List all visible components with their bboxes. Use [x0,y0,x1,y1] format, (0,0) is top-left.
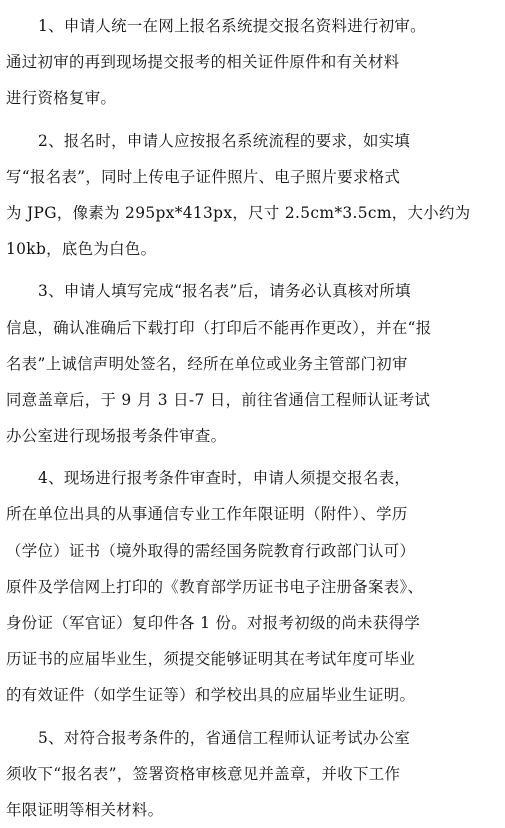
paragraph-line: 1、申请人统一在网上报名系统提交报名资料进行初审。 [38,17,426,35]
paragraph-line: 信息，确认准确后下载打印（打印后不能再作更改），并在“报 [6,318,432,337]
paragraph-line: （学位）证书（境外取得的需经国务院教育行政部门认可） [6,541,416,560]
paragraph-line: 为 JPG，像素为 295px*413px，尺寸 2.5cm*3.5cm，大小约为 [6,203,471,222]
paragraph-line: 名表”上诚信声明处签名，经所在单位或业务主管部门初审 [6,354,408,373]
paragraph-line: 写“报名表”，同时上传电子证件照片、电子照片要求格式 [6,167,401,186]
paragraph-line: 办公室进行现场报考条件审查。 [6,427,227,446]
paragraph-line: 2、报名时，申请人应按报名系统流程的要求，如实填 [38,131,411,150]
paragraph-line: 的有效证件（如学生证等）和学校出具的应届毕业生证明。 [6,686,416,705]
paragraph-line: 须收下“报名表”，签署资格审核意见并盖章，并收下工作 [6,764,401,783]
paragraph-3 [6,273,491,454]
paragraph-line: 同意盖章后，于 9 月 3 日-7 日，前往省通信工程师认证考试 [6,390,431,409]
paragraph-line: 3、申请人填写完成“报名表”后，请务必认真核对所填 [38,282,411,301]
paragraph-4 [6,460,491,713]
paragraph-5 [6,720,491,828]
paragraph-line: 进行资格复审。 [6,89,117,108]
paragraph-line: 历证书的应届毕业生，须提交能够证明其在考试年度可毕业 [6,650,416,669]
paragraph-line: 所在单位出具的从事通信专业工作年限证明（附件）、学历 [6,505,408,524]
paragraph-line: 4、现场进行报考条件审查时，申请人须提交报名表， [38,469,411,488]
paragraph-1 [6,8,491,117]
paragraph-2 [6,123,491,268]
paragraph-line: 5、对符合报考条件的，省通信工程师认证考试办公室 [38,728,411,747]
paragraph-line: 10kb，底色为白色。 [6,240,157,259]
paragraph-line: 身份证（军官证）复印件各 1 份。对报考初级的尚未获得学 [6,614,421,632]
paragraph-line: 通过初审的再到现场提交报考的相关证件原件和有关材料 [6,53,400,72]
paragraph-line: 年限证明等相关材料。 [6,800,164,819]
paragraph-line: 原件及学信网上打印的《教育部学历证书电子注册备案表》、 [6,577,424,596]
